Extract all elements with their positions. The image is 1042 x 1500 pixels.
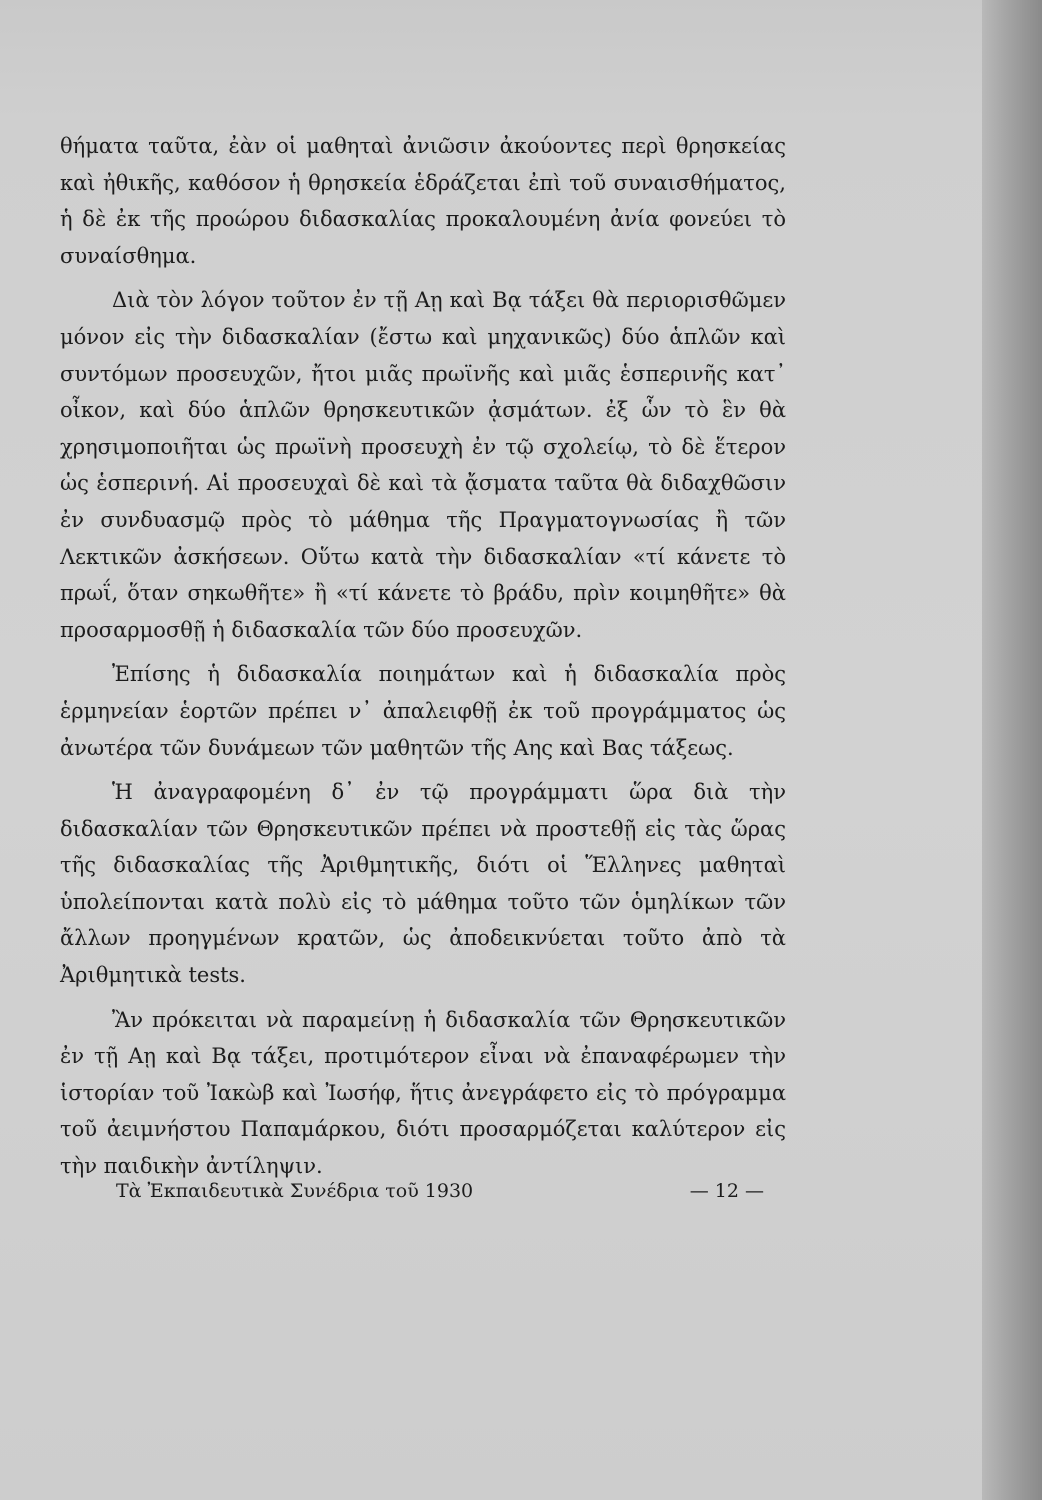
paragraph-continuation: θήματα ταῦτα, ἐὰν οἱ μαθηταὶ ἀνιῶσιν ἀκούοντες περὶ θρησκείας καὶ ἠθικῆς, καθόσον ἡ θρησκεία ἑδράζεται ἐπὶ τοῦ συναισθήματος, ἡ δὲ ἐκ τῆς προώρου διδασκαλίας προκαλουμένη ἀνία φονεύει τὸ συναίσθημα.: [60, 134, 786, 268]
paragraph-poems: Ἐπίσης ἡ διδασκαλία ποιημάτων καὶ ἡ διδασκαλία πρὸς ἑρμηνείαν ἑορτῶν πρέπει ν᾽ ἀπαλειφθῇ ἐκ τοῦ προγράμματος ὡς ἀνωτέρα τῶν δυνάμεων τῶν μαθητῶν τῆς Αης καὶ Βας τάξεως.: [60, 662, 786, 760]
footer-title: Τὰ Ἐκπαιδευτικὰ Συνέδρια τοῦ 1930: [116, 1180, 474, 1202]
paragraph-prayers: Διὰ τὸν λόγον τοῦτον ἐν τῇ Αῃ καὶ Βᾳ τάξει θὰ περιορισθῶμεν μόνον εἰς τὴν διδασκαλίαν (ἔστω καὶ μηχανικῶς) δύο ἁπλῶν καὶ συντόμων προσευχῶν, ἤτοι μιᾶς πρωϊνῆς καὶ μιᾶς ἑσπερινῆς κατ᾽ οἶκον, καὶ δύο ἁπλῶν θρησκευτικῶν ᾀσμάτων. ἐξ ὧν τὸ ἓν θὰ χρησιμοποιῆται ὡς πρωϊνὴ προσευχὴ ἐν τῷ σχολείῳ, τὸ δὲ ἕτερον ὡς ἑσπερινή. Αἱ προσευχαὶ δὲ καὶ τὰ ᾄσματα ταῦτα θὰ διδαχθῶσιν ἐν συνδυασμῷ πρὸς τὸ μάθημα τῆς Πραγματογνωσίας ἢ τῶν Λεκτικῶν ἀσκήσεων. Οὕτω κατὰ τὴν διδασκαλίαν «τί κάνετε τὸ πρωΐ, ὅταν σηκωθῆτε» ἢ «τί κάνετε τὸ βράδυ, πρὶν κοιμηθῆτε» θὰ προσαρμοσθῇ ἡ διδασκαλία τῶν δύο προσευχῶν.: [60, 288, 786, 642]
paragraph-jacob-joseph: Ἂν πρόκειται νὰ παραμείνῃ ἡ διδασκαλία τῶν Θρησκευτικῶν ἐν τῇ Αῃ καὶ Βᾳ τάξει, προτιμότερον εἶναι νὰ ἐπαναφέρωμεν τὴν ἱστορίαν τοῦ Ἰακὼβ καὶ Ἰωσήφ, ἥτις ἀνεγράφετο εἰς τὸ πρόγραμμα τοῦ ἀειμνήστου Παπαμάρκου, διότι προσαρμόζεται καλύτερον εἰς τὴν παιδικὴν ἀντίληψιν.: [60, 1007, 786, 1179]
scan-edge: [982, 0, 1042, 1500]
body-text: [60, 128, 786, 1185]
paragraph-arithmetic: Ἡ ἀναγραφομένη δ᾽ ἐν τῷ προγράμματι ὥρα διὰ τὴν διδασκαλίαν τῶν Θρησκευτικῶν πρέπει νὰ προστεθῇ εἰς τὰς ὥρας τῆς διδασκαλίας τῆς Ἀριθμητικῆς, διότι οἱ Ἕλληνες μαθηταὶ ὑπολείπονται κατὰ πολὺ εἰς τὸ μάθημα τοῦτο τῶν ὁμηλίκων τῶν ἄλλων προηγμένων κρατῶν, ὡς ἀποδεικνύεται τοῦτο ἀπὸ τὰ Ἀριθμητικὰ tests.: [60, 780, 786, 988]
page-number: — 12 —: [689, 1180, 764, 1202]
page-footer: [116, 1180, 764, 1212]
